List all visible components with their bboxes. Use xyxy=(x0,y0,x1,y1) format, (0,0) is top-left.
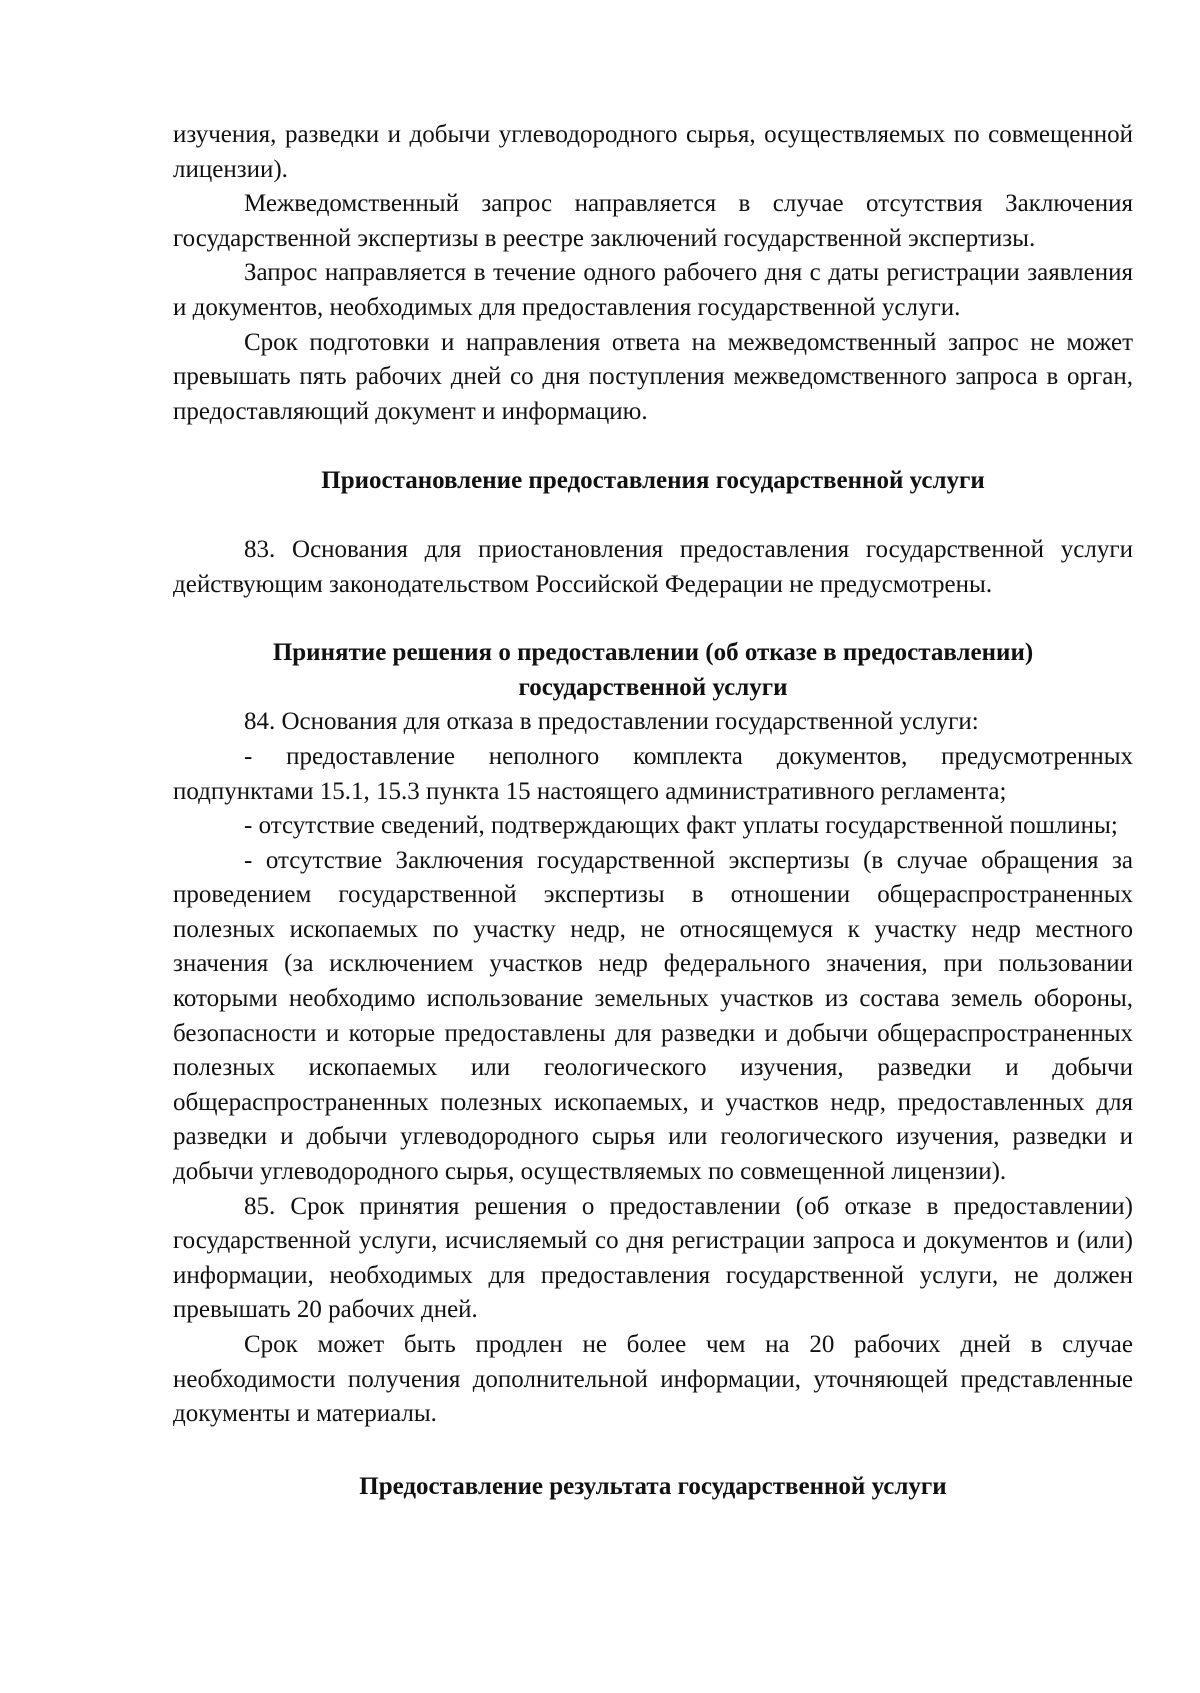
paragraph-84: 84. Основания для отказа в предоставлении государственной услуги: xyxy=(244,708,979,736)
paragraph-85: 85. Срок принятия решения о предоставлении (об отказе в предоставлении) государственной услуги, исчисляемый со дня регистрации запроса и документов и (или) информации, необходимых для предоставления государственной услуги, не должен превышать 20 рабочих дней. xyxy=(173,1192,1133,1324)
paragraph-extension: Срок может быть продлен не более чем на 20 рабочих дней в случае необходимости получения дополнительной информации, уточняющей представленные документы и материалы. xyxy=(173,1331,1133,1428)
section-heading-decision-line2: государственной услуги xyxy=(518,673,788,701)
document-page xyxy=(173,118,1133,1504)
list-item-no-fee-payment: - отсутствие сведений, подтверждающих факт уплаты государственной пошлины; xyxy=(244,812,1118,840)
paragraph-request-timing: Запрос направляется в течение одного рабочего дня с даты регистрации заявления и документов, необходимых для предоставления государственной услуги. xyxy=(173,259,1133,321)
section-heading-result: Предоставление результата государственной услуги xyxy=(359,1472,947,1500)
list-item-no-expertise-conclusion: - отсутствие Заключения государственной экспертизы (в случае обращения за проведением государственной экспертизы в отношении общераспространенных полезных ископаемых по участку недр, не относящемуся к участку недр местного значения (за исключением участков недр федерального значения, при пользовании которыми необходимо использование земельных участков из состава земель обороны, безопасности и которые предоставлены для разведки и добычи общераспространенных полезных ископаемых или геологического изучения, разведки и добычи общераспространенных полезных ископаемых, и участков недр, предоставленных для разведки и добычи углеводородного сырья или геологического изучения, разведки и добычи углеводородного сырья, осуществляемых по совмещенной лицензии). xyxy=(173,846,1133,1186)
list-item-incomplete-documents: - предоставление неполного комплекта документов, предусмотренных подпунктами 15.1, 15.3 пункта 15 настоящего административного регламента; xyxy=(173,742,1133,805)
paragraph-continuation: изучения, разведки и добычи углеводородного сырья, осуществляемых по совмещенной лицензии). xyxy=(173,121,1133,183)
paragraph-response-deadline: Срок подготовки и направления ответа на межведомственный запрос не может превышать пять рабочих дней со дня поступления межведомственного запроса в орган, предоставляющий документ и информацию. xyxy=(173,328,1133,425)
section-heading-decision-line1: Принятие решения о предоставлении (об отказе в предоставлении) xyxy=(272,639,1034,667)
paragraph-interagency-request: Межведомственный запрос направляется в случае отсутствия Заключения государственной экспертизы в реестре заключений государственной экспертизы. xyxy=(173,190,1133,252)
section-heading-suspension: Приостановление предоставления государственной услуги xyxy=(321,467,985,495)
paragraph-83: 83. Основания для приостановления предоставления государственной услуги действующим законодательством Российской Федерации не предусмотрены. xyxy=(173,535,1133,598)
